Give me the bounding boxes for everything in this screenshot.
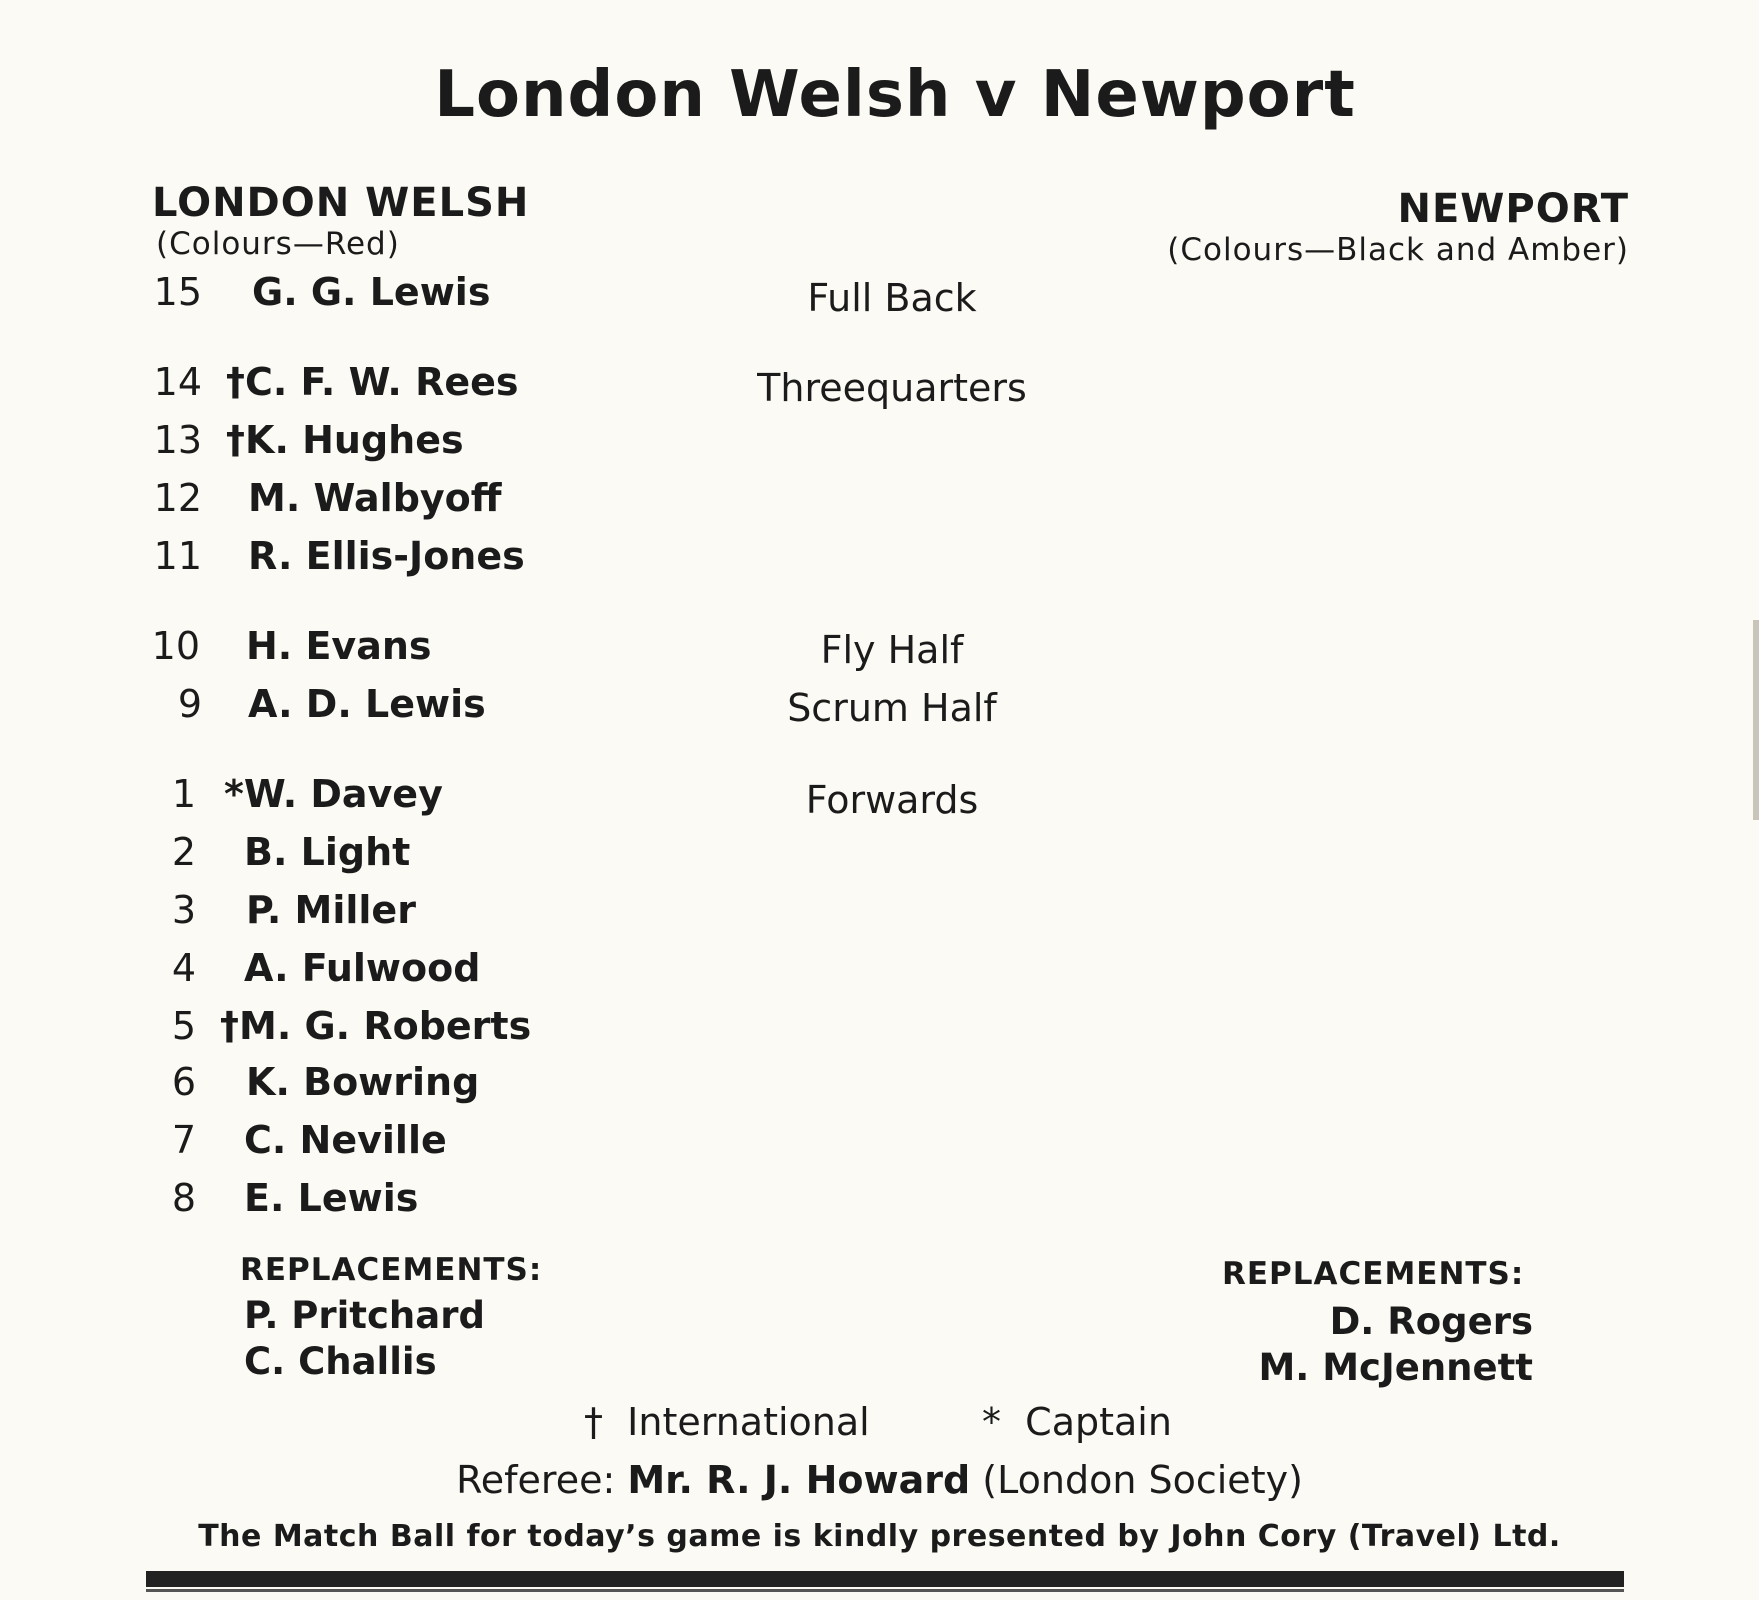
referee-name: Mr. R. J. Howard	[627, 1458, 971, 1502]
home-replacement: C. Challis	[244, 1340, 437, 1383]
away-replacements-heading: REPLACEMENTS:	[1222, 1256, 1525, 1292]
position-threequarters: Threequarters	[757, 366, 1027, 410]
home-player-name: A. Fulwood	[244, 946, 481, 990]
home-player-name: *W. Davey	[224, 772, 443, 816]
bottom-rule-thin	[146, 1589, 1624, 1592]
home-player-number: 12	[153, 476, 202, 520]
legend-international	[584, 1400, 870, 1444]
home-player-number: 13	[153, 418, 202, 462]
home-player-number: 3	[171, 888, 196, 932]
home-team-name: LONDON WELSH	[152, 180, 530, 226]
home-replacement: P. Pritchard	[244, 1294, 485, 1337]
home-player-number: 8	[171, 1176, 196, 1220]
legend-international-label: International	[627, 1400, 870, 1444]
home-player-number: 5	[171, 1004, 196, 1048]
page-edge-shadow	[1753, 620, 1759, 820]
home-player-number: 11	[153, 534, 202, 578]
home-player-name: M. Walbyoff	[248, 476, 502, 520]
legend-captain	[982, 1400, 1172, 1444]
home-player-name: †C. F. W. Rees	[226, 360, 519, 404]
home-player-number: 7	[171, 1118, 196, 1162]
match-title: London Welsh v Newport	[434, 58, 1356, 132]
home-player-number: 15	[153, 270, 202, 314]
home-player-number: 1	[171, 772, 196, 816]
away-team-colours: (Colours—Black and Amber)	[1167, 232, 1629, 268]
home-player-number: 10	[151, 624, 200, 668]
referee-line	[0, 1458, 1759, 1502]
home-player-name: P. Miller	[246, 888, 416, 932]
home-player-name: H. Evans	[246, 624, 432, 668]
referee-society: (London Society)	[982, 1458, 1303, 1502]
home-player-name: †M. G. Roberts	[220, 1004, 532, 1048]
referee-label: Referee:	[456, 1458, 616, 1502]
home-player-number: 4	[171, 946, 196, 990]
home-replacements-heading: REPLACEMENTS:	[240, 1252, 543, 1288]
home-player-name: G. G. Lewis	[252, 270, 491, 314]
away-team-name: NEWPORT	[1397, 186, 1629, 232]
home-player-name: A. D. Lewis	[248, 682, 486, 726]
home-player-name: B. Light	[244, 830, 411, 874]
legend-captain-label: Captain	[1025, 1400, 1172, 1444]
home-player-number: 9	[177, 682, 202, 726]
position-forwards: Forwards	[805, 778, 979, 822]
home-player-number: 2	[171, 830, 196, 874]
position-scrum-half: Scrum Half	[787, 686, 997, 730]
asterisk-icon: *	[982, 1400, 1001, 1444]
dagger-icon: †	[584, 1400, 603, 1444]
home-player-number: 14	[153, 360, 202, 404]
home-player-name: K. Bowring	[246, 1060, 480, 1104]
position-full-back: Full Back	[807, 276, 977, 320]
home-player-name: E. Lewis	[244, 1176, 419, 1220]
home-player-name: R. Ellis-Jones	[248, 534, 525, 578]
home-player-name: C. Neville	[244, 1118, 447, 1162]
home-player-name: †K. Hughes	[226, 418, 464, 462]
home-player-number: 6	[171, 1060, 196, 1104]
away-replacement: M. McJennett	[1258, 1346, 1533, 1389]
home-team-colours: (Colours—Red)	[156, 226, 400, 262]
away-replacement: D. Rogers	[1329, 1300, 1533, 1343]
position-fly-half: Fly Half	[820, 628, 964, 672]
match-ball-sponsor: The Match Ball for today’s game is kindly presented by John Cory (Travel) Ltd.	[198, 1519, 1561, 1554]
bottom-rule	[146, 1571, 1624, 1587]
